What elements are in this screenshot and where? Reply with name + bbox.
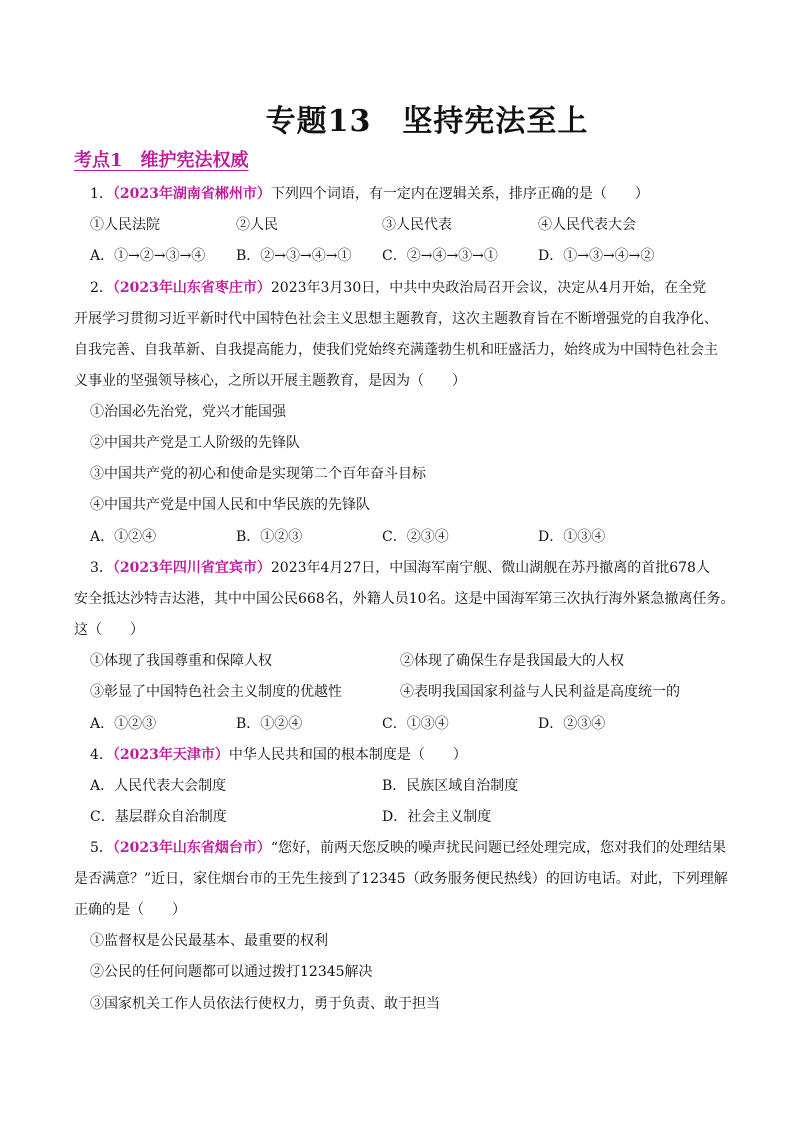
question-source: （2023年湖南省郴州市） xyxy=(112,186,271,202)
option-b[interactable]: B．①②③ xyxy=(236,529,303,545)
question-4-stem: 4．（2023年天津市）中华人民共和国的根本制度是（ ） xyxy=(90,747,467,763)
question-source: （2023年山东省枣庄市） xyxy=(112,280,271,296)
question-5-stem: 5．（2023年山东省烟台市）“您好，前两天您反映的噪声扰民问题已经处理完成，您对我们的处理结果 xyxy=(90,840,727,856)
question-1-stem: 1．（2023年湖南省郴州市）下列四个词语，有一定内在逻辑关系，排序正确的是（ ） xyxy=(90,186,649,202)
question-4-options-row2 xyxy=(90,807,724,827)
question-4-options-row1 xyxy=(90,776,724,796)
option-a[interactable]: A．①②③ xyxy=(90,716,157,732)
question-2-stem: 2．（2023年山东省枣庄市）2023年3月30日，中共中央政治局召开会议，决定从4月开始，在全党 xyxy=(90,280,707,296)
option-d[interactable]: D．①③④ xyxy=(538,529,606,545)
option-a[interactable]: A．人民代表大会制度 xyxy=(90,778,227,794)
option-c[interactable]: C．①③④ xyxy=(382,716,449,732)
question-1-options xyxy=(90,246,724,266)
option-c[interactable]: C．②→④→③→① xyxy=(382,248,498,264)
question-source: （2023年山东省烟台市） xyxy=(112,840,271,856)
question-source: （2023年天津市） xyxy=(112,747,229,763)
question-3-items-row2: ③彰显了中国特色社会主义制度的优越性 ④表明我国国家利益与人民利益是高度统一的 xyxy=(90,684,680,700)
page-title: 专题13 坚持宪法至上 xyxy=(265,104,589,139)
question-3-options xyxy=(90,714,724,734)
option-d[interactable]: D．②③④ xyxy=(538,716,606,732)
question-3-stem: 3．（2023年四川省宜宾市）2023年4月27日，中国海军南宁舰、微山湖舰在苏丹撤离的首批678人 xyxy=(90,560,710,576)
question-2-options xyxy=(90,527,724,547)
option-d[interactable]: D．社会主义制度 xyxy=(382,809,492,825)
question-source: （2023年四川省宜宾市） xyxy=(112,560,271,576)
option-a[interactable]: A．①②④ xyxy=(90,529,157,545)
option-b[interactable]: B．民族区域自治制度 xyxy=(382,778,519,794)
section-heading: 考点1 维护宪法权威 xyxy=(74,150,249,171)
option-b[interactable]: B．①②④ xyxy=(236,716,303,732)
option-b[interactable]: B．②→③→④→① xyxy=(236,248,352,264)
option-d[interactable]: D．①→③→④→② xyxy=(538,248,655,264)
option-a[interactable]: A．①→②→③→④ xyxy=(90,248,206,264)
document-page: 专题13 坚持宪法至上 考点1 维护宪法权威 1．（2023年湖南省郴州市）下列四个词语，有一定内在逻辑关系，排序正确的是（ ） ①人民法院 ②人民 ③人民代表 ④人民代表大会 A．①→②→③→④ B．②→③→④→① C．②→④→③→① D．①→③→④→② 2．（2023年山东省枣庄市）2023年3月30日，中共中央政治局召开会议，决定从4月开始，在全党 开展学习贯彻习近平新时代中国特色社会主义思想主题教育，这次主题教育旨在不断增强党的自我净化、 自我完善、自我革新、自我提高能力，使我们党始终充满蓬勃生机和旺盛活力，始终成为中国特色社会主 义事业的坚强领导核心，之所以开展主题教育，是因为（ ） ①治国必先治党，党兴才能国强 ②中国共产党是工人阶级的先锋队 ③中国共产党的初心和使命是实现第二个百年奋斗目标 ④中国共产党是中国人民和中华民族的先锋队 A．①②④ B．①②③ C．②③④ D．①③④ 3．（2023年四川省宜宾市）2023年4月27日，中国海军南宁舰、微山湖舰在苏丹撤离的首批678人 安全抵达沙特吉达港，其中中国公民668名，外籍人员10名。这是中国海军第三次执行海外紧急撤离任务。 这（ ） ①体现了我国尊重和保障人权 ②体现了确保生存是我国最大的人权 ③彰显了中国特色社会主义制度的优越性 ④表明我国国家利益与人民利益是高度统一的 A．①②③ B．①②④ C．①③④ D．②③④ 4．（2023年天津市）中华人民共和国的根本制度是（ ） A．人民代表大会制度 B．民族区域自治制度 C．基层群众自治制度 D．社会主义制度 5．（2023年山东省烟台市）“您好，前两天您反映的噪声扰民问题已经处理完成，您对我们的处理结果 是否满意？”近日，家住烟台市的王先生接到了12345（政务服务便民热线）的回访电话。对此，下列理解 正确的是（ ） ①监督权是公民最基本、最重要的权利 ②公民的任何问题都可以通过拨打12345解决 ③国家机关工作人员依法行使权力，勇于负责、敢于担当 xyxy=(0,0,794,1123)
option-c[interactable]: C．②③④ xyxy=(382,529,449,545)
question-1-items: ①人民法院 ②人民 ③人民代表 ④人民代表大会 xyxy=(90,217,636,233)
question-3-items-row1: ①体现了我国尊重和保障人权 ②体现了确保生存是我国最大的人权 xyxy=(90,653,624,669)
option-c[interactable]: C．基层群众自治制度 xyxy=(90,809,227,825)
